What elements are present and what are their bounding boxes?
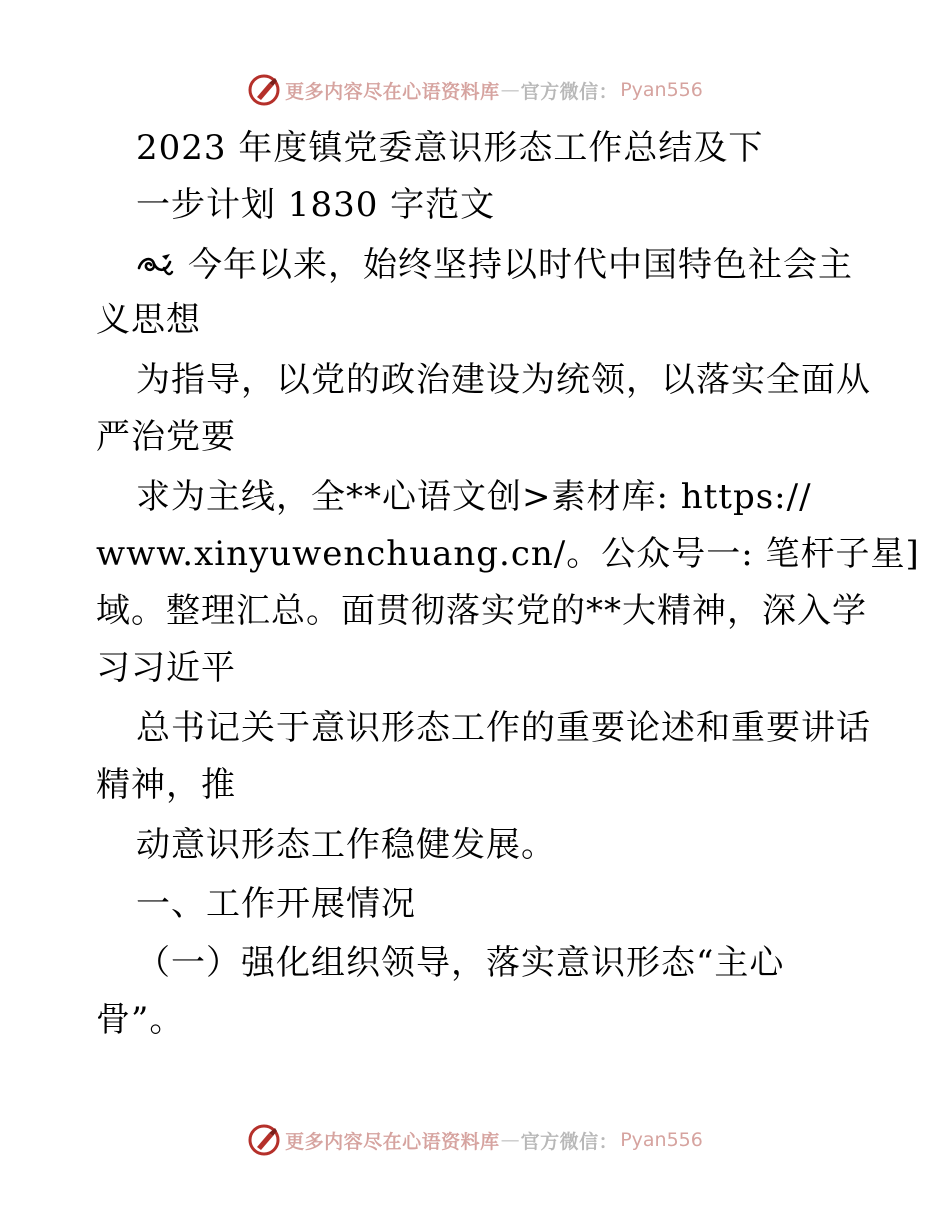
ornament-flourish-icon bbox=[136, 250, 174, 280]
paragraph-text: 今年以来，始终坚持以时代中国特色社会主 bbox=[188, 245, 853, 285]
paragraph-line: 精神，推 bbox=[96, 765, 236, 805]
header-official-text: 官方微信： bbox=[520, 80, 619, 103]
paragraph-line: 义思想 bbox=[96, 300, 201, 340]
footer-dash: — bbox=[500, 1129, 520, 1151]
footer-banner bbox=[0, 1120, 950, 1160]
pen-nib-circle-icon bbox=[247, 1123, 281, 1157]
header-dash: — bbox=[500, 79, 520, 101]
paragraph-line: 为指导，以党的政治建设为统领，以落实全面从 bbox=[136, 360, 871, 400]
paragraph-line: 严治党要 bbox=[96, 417, 236, 457]
subsection-heading-continued: 骨”。 bbox=[96, 1000, 185, 1040]
paragraph-line: 求为主线，全**心语文创>素材库: https:// bbox=[136, 477, 812, 517]
paragraph-line: 动意识形态工作稳健发展。 bbox=[136, 825, 556, 865]
header-brand-text: 更多内容尽在心语资料库 bbox=[285, 80, 500, 103]
paragraph-line: 习习近平 bbox=[96, 648, 236, 688]
paragraph-line: www.xinyuwenchuang.cn/。公众号一: 笔杆子星] bbox=[96, 534, 920, 574]
header-wechat-id: Pyan556 bbox=[620, 79, 703, 101]
paragraph-line bbox=[136, 245, 853, 285]
paragraph-line: 域。整理汇总。面贯彻落实党的**大精神，深入学 bbox=[96, 591, 867, 631]
footer-wechat-id: Pyan556 bbox=[620, 1129, 703, 1151]
document-title-line-1: 2023 年度镇党委意识形态工作总结及下 bbox=[136, 128, 764, 168]
footer-brand-text: 更多内容尽在心语资料库 bbox=[285, 1130, 500, 1153]
section-heading: 一、工作开展情况 bbox=[136, 884, 416, 924]
document-title-line-2: 一步计划 1830 字范文 bbox=[136, 185, 496, 225]
footer-official-text: 官方微信： bbox=[520, 1130, 619, 1153]
subsection-heading: （一）强化组织领导，落实意识形态“主心 bbox=[136, 943, 785, 983]
paragraph-line: 总书记关于意识形态工作的重要论述和重要讲话 bbox=[136, 708, 871, 748]
